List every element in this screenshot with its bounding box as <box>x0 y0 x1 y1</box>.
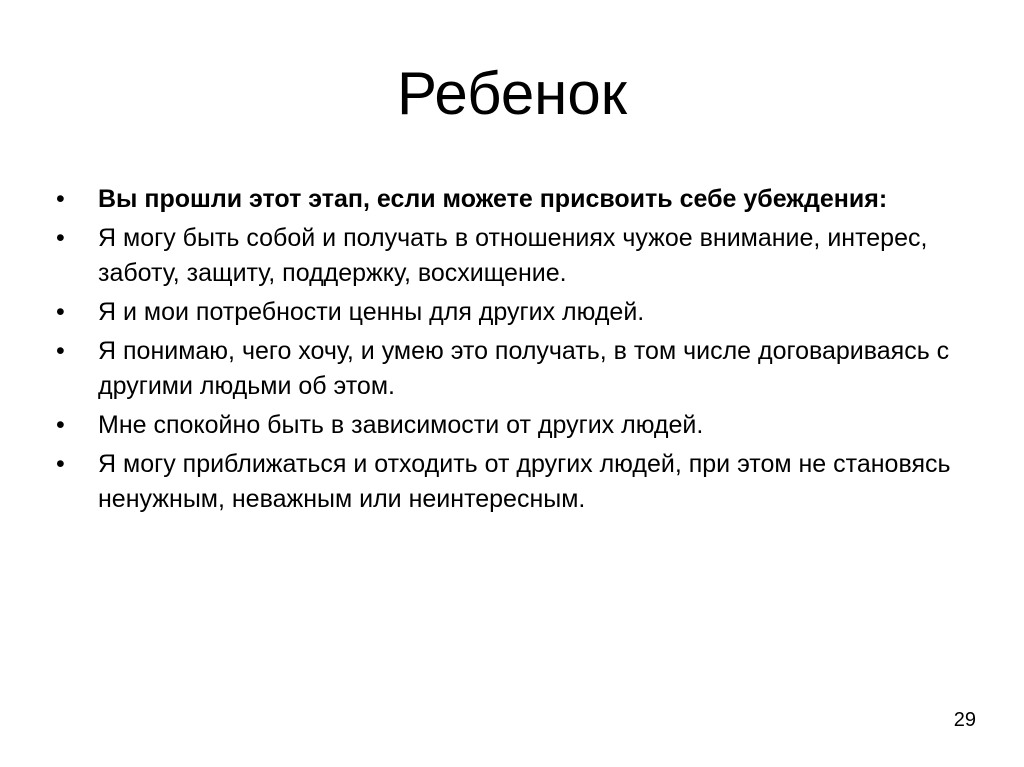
slide-title: Ребенок <box>397 60 627 127</box>
bullet-marker: • <box>56 224 65 252</box>
bullet-text: Мне спокойно быть в зависимости от других людей. <box>98 411 704 439</box>
bullet-item <box>56 334 956 404</box>
bullet-item <box>56 408 956 443</box>
bullet-text: Я могу быть собой и получать в отношениях чужое внимание, интерес, заботу, защиту, поддержку, восхищение. <box>98 224 928 287</box>
bullet-marker: • <box>56 337 65 365</box>
page-number: 29 <box>953 709 976 731</box>
bullet-list <box>56 182 956 521</box>
bullet-marker: • <box>56 298 65 326</box>
bullet-item <box>56 221 956 291</box>
bullet-text: Я и мои потребности ценны для других людей. <box>98 298 645 326</box>
bullet-text: Я понимаю, чего хочу, и умею это получать, в том числе договариваясь с другими людьми об этом. <box>98 337 950 400</box>
bullet-text: Вы прошли этот этап, если можете присвоить себе убеждения: <box>98 185 888 213</box>
bullet-item <box>56 182 956 217</box>
bullet-text: Я могу приближаться и отходить от других людей, при этом не становясь ненужным, неважным или неинтересным. <box>98 450 951 513</box>
bullet-item <box>56 295 956 330</box>
bullet-marker: • <box>56 450 65 478</box>
bullet-item <box>56 447 956 517</box>
bullet-marker: • <box>56 411 65 439</box>
bullet-marker: • <box>56 185 65 213</box>
